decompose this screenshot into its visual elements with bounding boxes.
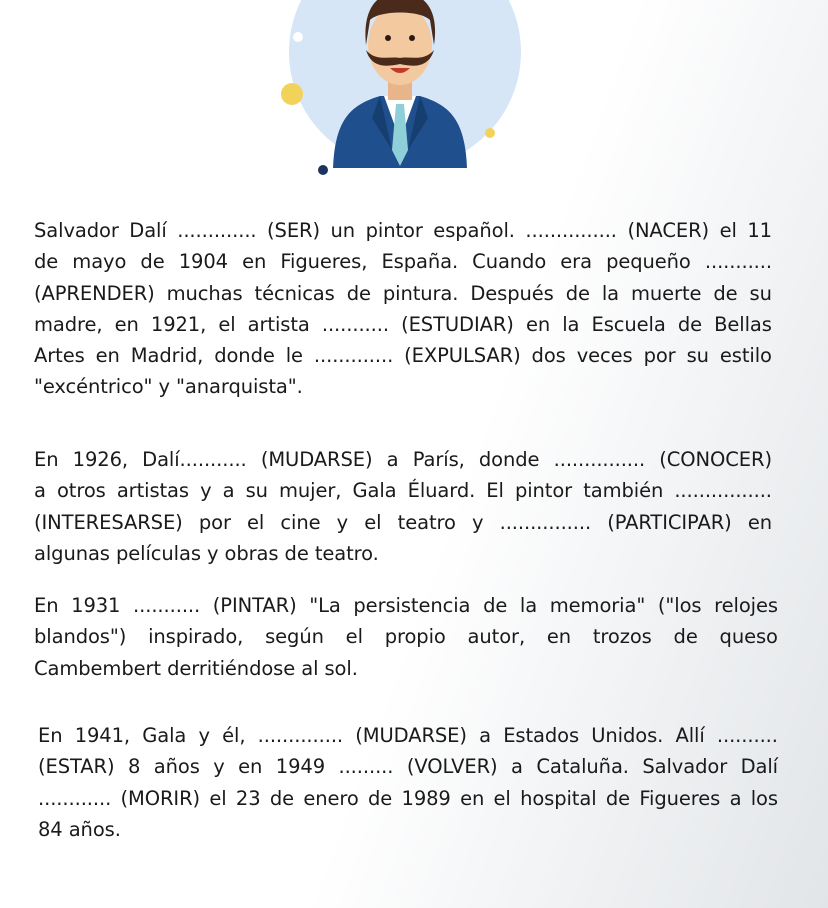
text-line: blandos") inspirado, según el propio autor, en trozos de queso — [34, 625, 778, 649]
paragraph-4 — [38, 720, 778, 845]
text-line: En 1926, Dalí........... (MUDARSE) a París, donde ............... (CONOCER) — [34, 448, 772, 471]
text-line: (APRENDER) muchas técnicas de pintura. Después de la muerte de su — [34, 281, 772, 305]
decor-dot-navy — [318, 165, 328, 175]
text-line: En 1931 ........... (PINTAR) "La persistencia de la memoria" ("los relojes — [34, 594, 778, 617]
text-line: madre, en 1921, el artista ........... (ESTUDIAR) en la Escuela de Bellas — [34, 312, 772, 336]
paragraph-3 — [34, 590, 778, 684]
text-line: a otros artistas y a su mujer, Gala Éluard. El pintor también ................ — [34, 479, 772, 503]
eye-left — [385, 35, 391, 41]
text-line: ............ (MORIR) el 23 de enero de 1989 en el hospital de Figueres a los — [38, 786, 778, 810]
dali-avatar-illustration — [0, 0, 828, 200]
text-line: Salvador Dalí ............. (SER) un pintor español. ............... (NACER) el 11 — [34, 219, 772, 242]
eye-right — [409, 35, 415, 41]
text-line: (INTERESARSE) por el cine y el teatro y ............... (PARTICIPAR) en — [34, 510, 772, 534]
decor-dot-white — [293, 32, 303, 42]
text-line: (ESTAR) 8 años y en 1949 ......... (VOLVER) a Cataluña. Salvador Dalí — [38, 755, 778, 779]
text-line: Cambembert derritiéndose al sol. — [34, 656, 358, 680]
text-line: En 1941, Gala y él, .............. (MUDARSE) a Estados Unidos. Allí .......... — [38, 724, 778, 747]
text-line: de mayo de 1904 en Figueres, España. Cuando era pequeño ........... — [34, 250, 772, 274]
text-line: 84 años. — [38, 817, 121, 841]
text-line: algunas películas y obras de teatro. — [34, 541, 379, 565]
decor-dot-yellow-large — [281, 83, 303, 105]
text-line: "excéntrico" y "anarquista". — [34, 375, 303, 399]
text-line: Artes en Madrid, donde le ............. (EXPULSAR) dos veces por su estilo — [34, 344, 772, 368]
decor-dot-yellow-small — [485, 128, 495, 138]
paragraph-1 — [34, 215, 772, 403]
paragraph-2 — [34, 444, 772, 569]
